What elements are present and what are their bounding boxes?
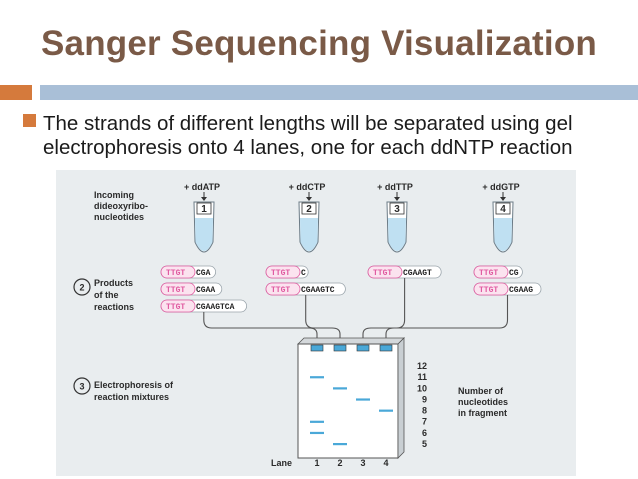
accent-bar-blue [40,85,638,100]
tube-label: + ddCTP [288,182,326,192]
products-lane-4 [474,266,541,295]
tail-seq: CGAAGT [403,269,432,278]
step1-label-line3: nucleotides [94,212,145,222]
lane-number: 2 [337,458,343,468]
product-strand [474,283,541,295]
step1-label-line2: dideoxyribo- [94,201,149,211]
product-strand [474,266,522,278]
size-tick: 10 [416,383,427,394]
gel-well-1 [311,345,323,351]
tube-number: 3 [394,204,400,215]
tube-arrowhead [500,197,506,201]
size-caption-line3: in fragment [458,408,508,418]
tube-liquid [388,218,406,251]
tube-arrowhead [306,197,312,201]
size-tick: 9 [421,394,427,405]
tube-liquid [195,218,213,251]
lane-number: 4 [383,458,389,468]
tube-label: + ddGTP [482,182,520,192]
gel-side [398,338,404,458]
primer-seq: TTGT [166,269,186,278]
tube-arrowhead [201,197,207,201]
size-tick: 7 [421,416,427,427]
primer-seq: TTGT [271,286,291,295]
accent-bar-orange [0,85,32,100]
tube-number: 2 [306,204,312,215]
size-tick: 5 [421,439,427,449]
primer-seq: TTGT [373,269,393,278]
primer-seq: TTGT [271,269,291,278]
tail-seq: CGAA [196,286,216,295]
step1-label-line1: Incoming [94,190,134,200]
lane-number: 1 [314,458,320,468]
product-strand [266,283,345,295]
step3-label-line2: reaction mixtures [94,392,170,402]
gel-well-3 [357,345,369,351]
products-lane-1 [161,266,247,312]
size-caption-line2: nucleotides [458,397,509,407]
step2-label-line2: of the [94,290,119,300]
primer-seq: TTGT [479,269,499,278]
gel-band [310,421,324,423]
product-strand [161,266,216,278]
step2-label-line3: reactions [94,302,135,312]
tail-seq: CGA [196,269,211,278]
tube-label: + ddTTP [377,182,413,192]
tube-4 [482,182,519,252]
tube-liquid [494,218,512,251]
primer-seq: TTGT [166,286,186,295]
slide-title: Sanger Sequencing Visualization [41,24,597,63]
tube-2 [289,182,326,252]
gel-band [333,387,347,389]
product-strand [368,266,441,278]
size-tick: 6 [421,427,427,438]
gel-slab [298,344,398,458]
product-strand [266,266,308,278]
tail-seq: CGAAG [509,286,534,295]
gel-band [310,432,324,434]
tail-seq: CGAAGTC [301,286,335,295]
tube-3 [377,182,413,252]
tube-liquid [300,218,318,251]
connector-line-1 [204,312,317,342]
lane-number: 3 [360,458,366,468]
primer-seq: TTGT [479,286,499,295]
product-strand [161,300,247,312]
tube-label: + ddATP [183,182,221,192]
lane-label: Lane [271,458,293,468]
tail-seq: CG [509,269,519,278]
gel-well-2 [334,345,346,351]
gel-well-4 [380,345,392,351]
size-tick: 11 [417,372,427,383]
tube-arrowhead [394,197,400,201]
tube-number: 1 [201,204,207,215]
gel-band [379,410,393,412]
products-lane-2 [266,266,345,295]
sanger-diagram [56,170,576,476]
gel-band [356,398,370,400]
products-lane-3 [368,266,441,278]
tube-1 [184,182,220,252]
gel-band [333,443,347,445]
bullet-square-icon [23,114,36,127]
tail-seq: CGAAGTCA [196,303,235,312]
connector-line-2 [306,295,340,342]
primer-seq: TTGT [166,303,186,312]
product-strand [161,283,222,295]
gel-top [298,338,404,344]
step2-number: 2 [79,282,85,293]
sanger-figure [56,170,576,476]
step3-label-line1: Electrophoresis of [94,380,174,390]
tail-seq: C [301,269,306,278]
size-tick: 12 [416,361,427,371]
connector-line-3 [363,278,405,342]
gel-band [310,376,324,378]
size-caption-line1: Number of [458,386,503,396]
bullet-text: The strands of different lengths will be separated using gel electrophoresis onto 4 lanes, one for each ddNTP reaction [43,112,573,159]
step2-label-line1: Products [94,278,134,288]
step3-number: 3 [79,381,85,392]
size-tick: 8 [421,405,427,416]
tube-number: 4 [500,204,506,215]
